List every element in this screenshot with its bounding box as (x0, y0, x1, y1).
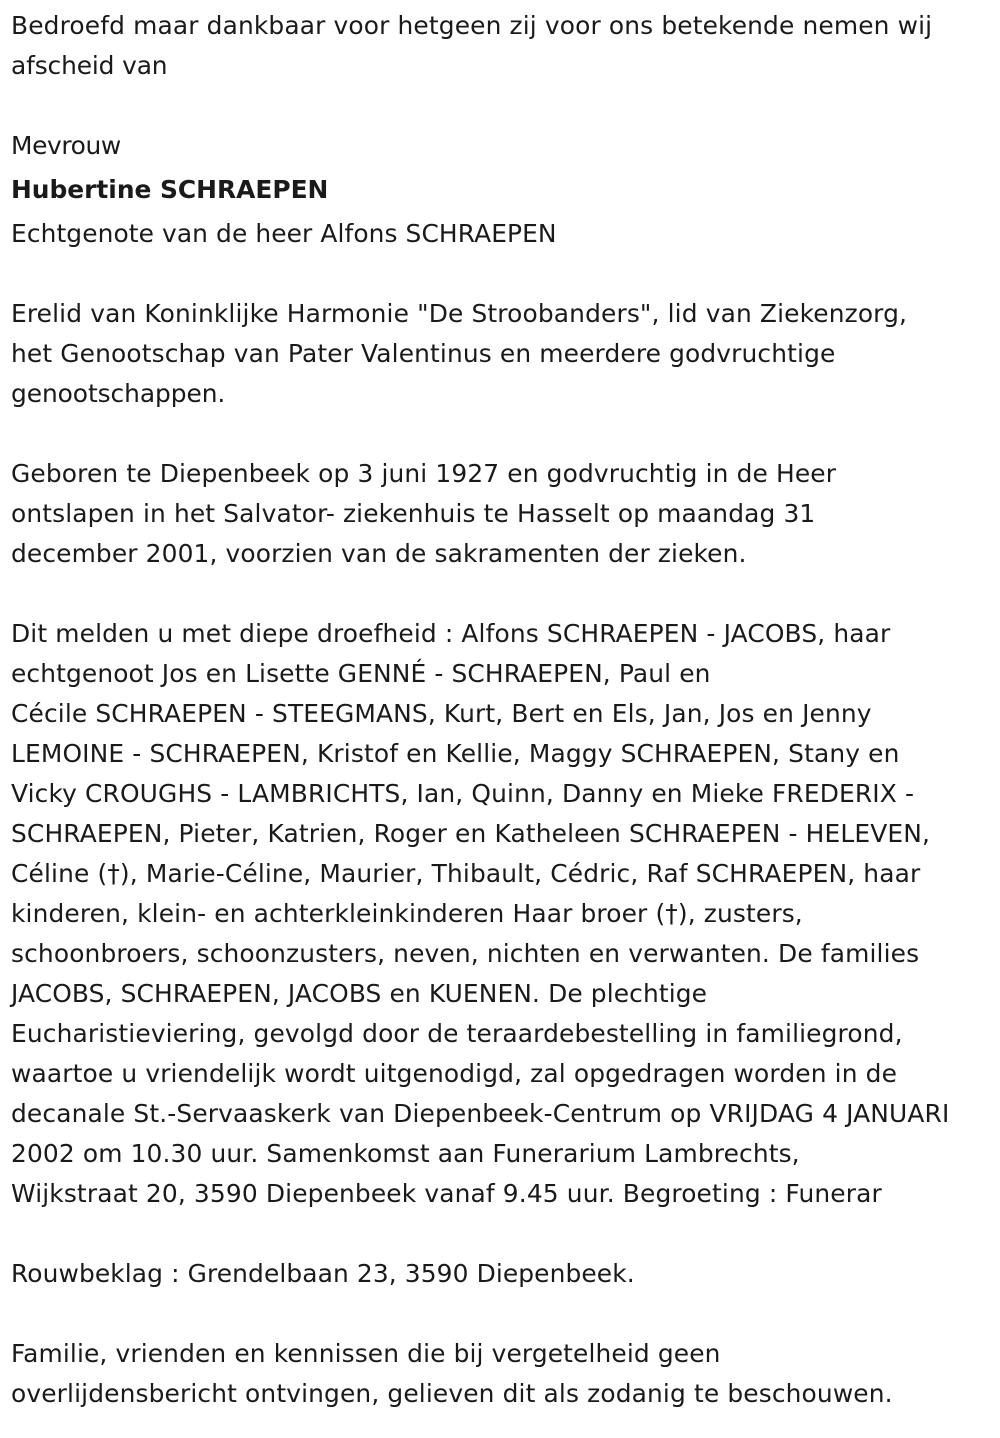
text-line: overlijdensbericht ontvingen, gelieven dit als zodanig te beschouwen. (11, 1379, 893, 1408)
text-line: Céline (†), Marie-Céline, Maurier, Thibault, Cédric, Raf SCHRAEPEN, haar (11, 859, 921, 888)
text-line: Geboren te Diepenbeek op 3 juni 1927 en godvruchtig in de Heer (11, 459, 837, 488)
deceased-name: Hubertine SCHRAEPEN (11, 175, 329, 204)
text-line: SCHRAEPEN, Pieter, Katrien, Roger en Katheleen SCHRAEPEN - HELEVEN, (11, 819, 931, 848)
text-line: genootschappen. (11, 379, 226, 408)
text-line: 2002 om 10.30 uur. Samenkomst aan Funerarium Lambrechts, (11, 1139, 800, 1168)
text-line: kinderen, klein- en achterkleinkinderen Haar broer (†), zusters, (11, 899, 803, 928)
family-announcement-paragraph (11, 614, 995, 1214)
spouse-line: Echtgenote van de heer Alfons SCHRAEPEN (11, 219, 557, 248)
paragraph-gap (11, 86, 995, 126)
paragraph-gap (11, 414, 995, 454)
closing-paragraph (11, 1334, 995, 1414)
text-line: december 2001, voorzien van de sakramenten der zieken. (11, 539, 747, 568)
text-line: Eucharistieviering, gevolgd door de teraardebestelling in familiegrond, (11, 1019, 903, 1048)
text-line: decanale St.-Servaaskerk van Diepenbeek-Centrum op VRIJDAG 4 JANUARI (11, 1099, 950, 1128)
text-line: Dit melden u met diepe droefheid : Alfons SCHRAEPEN - JACOBS, haar (11, 619, 891, 648)
text-line: JACOBS, SCHRAEPEN, JACOBS en KUENEN. De plechtige (11, 979, 708, 1008)
paragraph-gap (11, 574, 995, 614)
paragraph-gap (11, 1214, 995, 1254)
intro-paragraph (11, 6, 995, 86)
text-line: ontslapen in het Salvator- ziekenhuis te Hasselt op maandag 31 (11, 499, 816, 528)
paragraph-gap (11, 1294, 995, 1334)
mourning-address: Rouwbeklag : Grendelbaan 23, 3590 Diepenbeek. (11, 1259, 635, 1288)
text-line: Familie, vrienden en kennissen die bij vergetelheid geen (11, 1339, 721, 1368)
text-line: LEMOINE - SCHRAEPEN, Kristof en Kellie, Maggy SCHRAEPEN, Stany en (11, 739, 900, 768)
text-line: schoonbroers, schoonzusters, neven, nichten en verwanten. De families (11, 939, 920, 968)
text-line: Wijkstraat 20, 3590 Diepenbeek vanaf 9.45 uur. Begroeting : Funerar (11, 1179, 882, 1208)
text-line: het Genootschap van Pater Valentinus en meerdere godvruchtige (11, 339, 836, 368)
text-line: waartoe u vriendelijk wordt uitgenodigd, zal opgedragen worden in de (11, 1059, 898, 1088)
salutation: Mevrouw (11, 131, 121, 160)
memberships-paragraph (11, 294, 995, 414)
obituary-document (11, 6, 995, 1414)
text-line: echtgenoot Jos en Lisette GENNÉ - SCHRAEPEN, Paul en (11, 659, 711, 688)
paragraph-gap (11, 254, 995, 294)
text-line: Erelid van Koninklijke Harmonie "De Stroobanders", lid van Ziekenzorg, (11, 299, 908, 328)
text-line: Bedroefd maar dankbaar voor hetgeen zij voor ons betekende nemen wij (11, 11, 933, 40)
birth-death-paragraph (11, 454, 995, 574)
text-line: Vicky CROUGHS - LAMBRICHTS, Ian, Quinn, Danny en Mieke FREDERIX - (11, 779, 915, 808)
text-line: Cécile SCHRAEPEN - STEEGMANS, Kurt, Bert en Els, Jan, Jos en Jenny (11, 699, 872, 728)
text-line: afscheid van (11, 51, 168, 80)
